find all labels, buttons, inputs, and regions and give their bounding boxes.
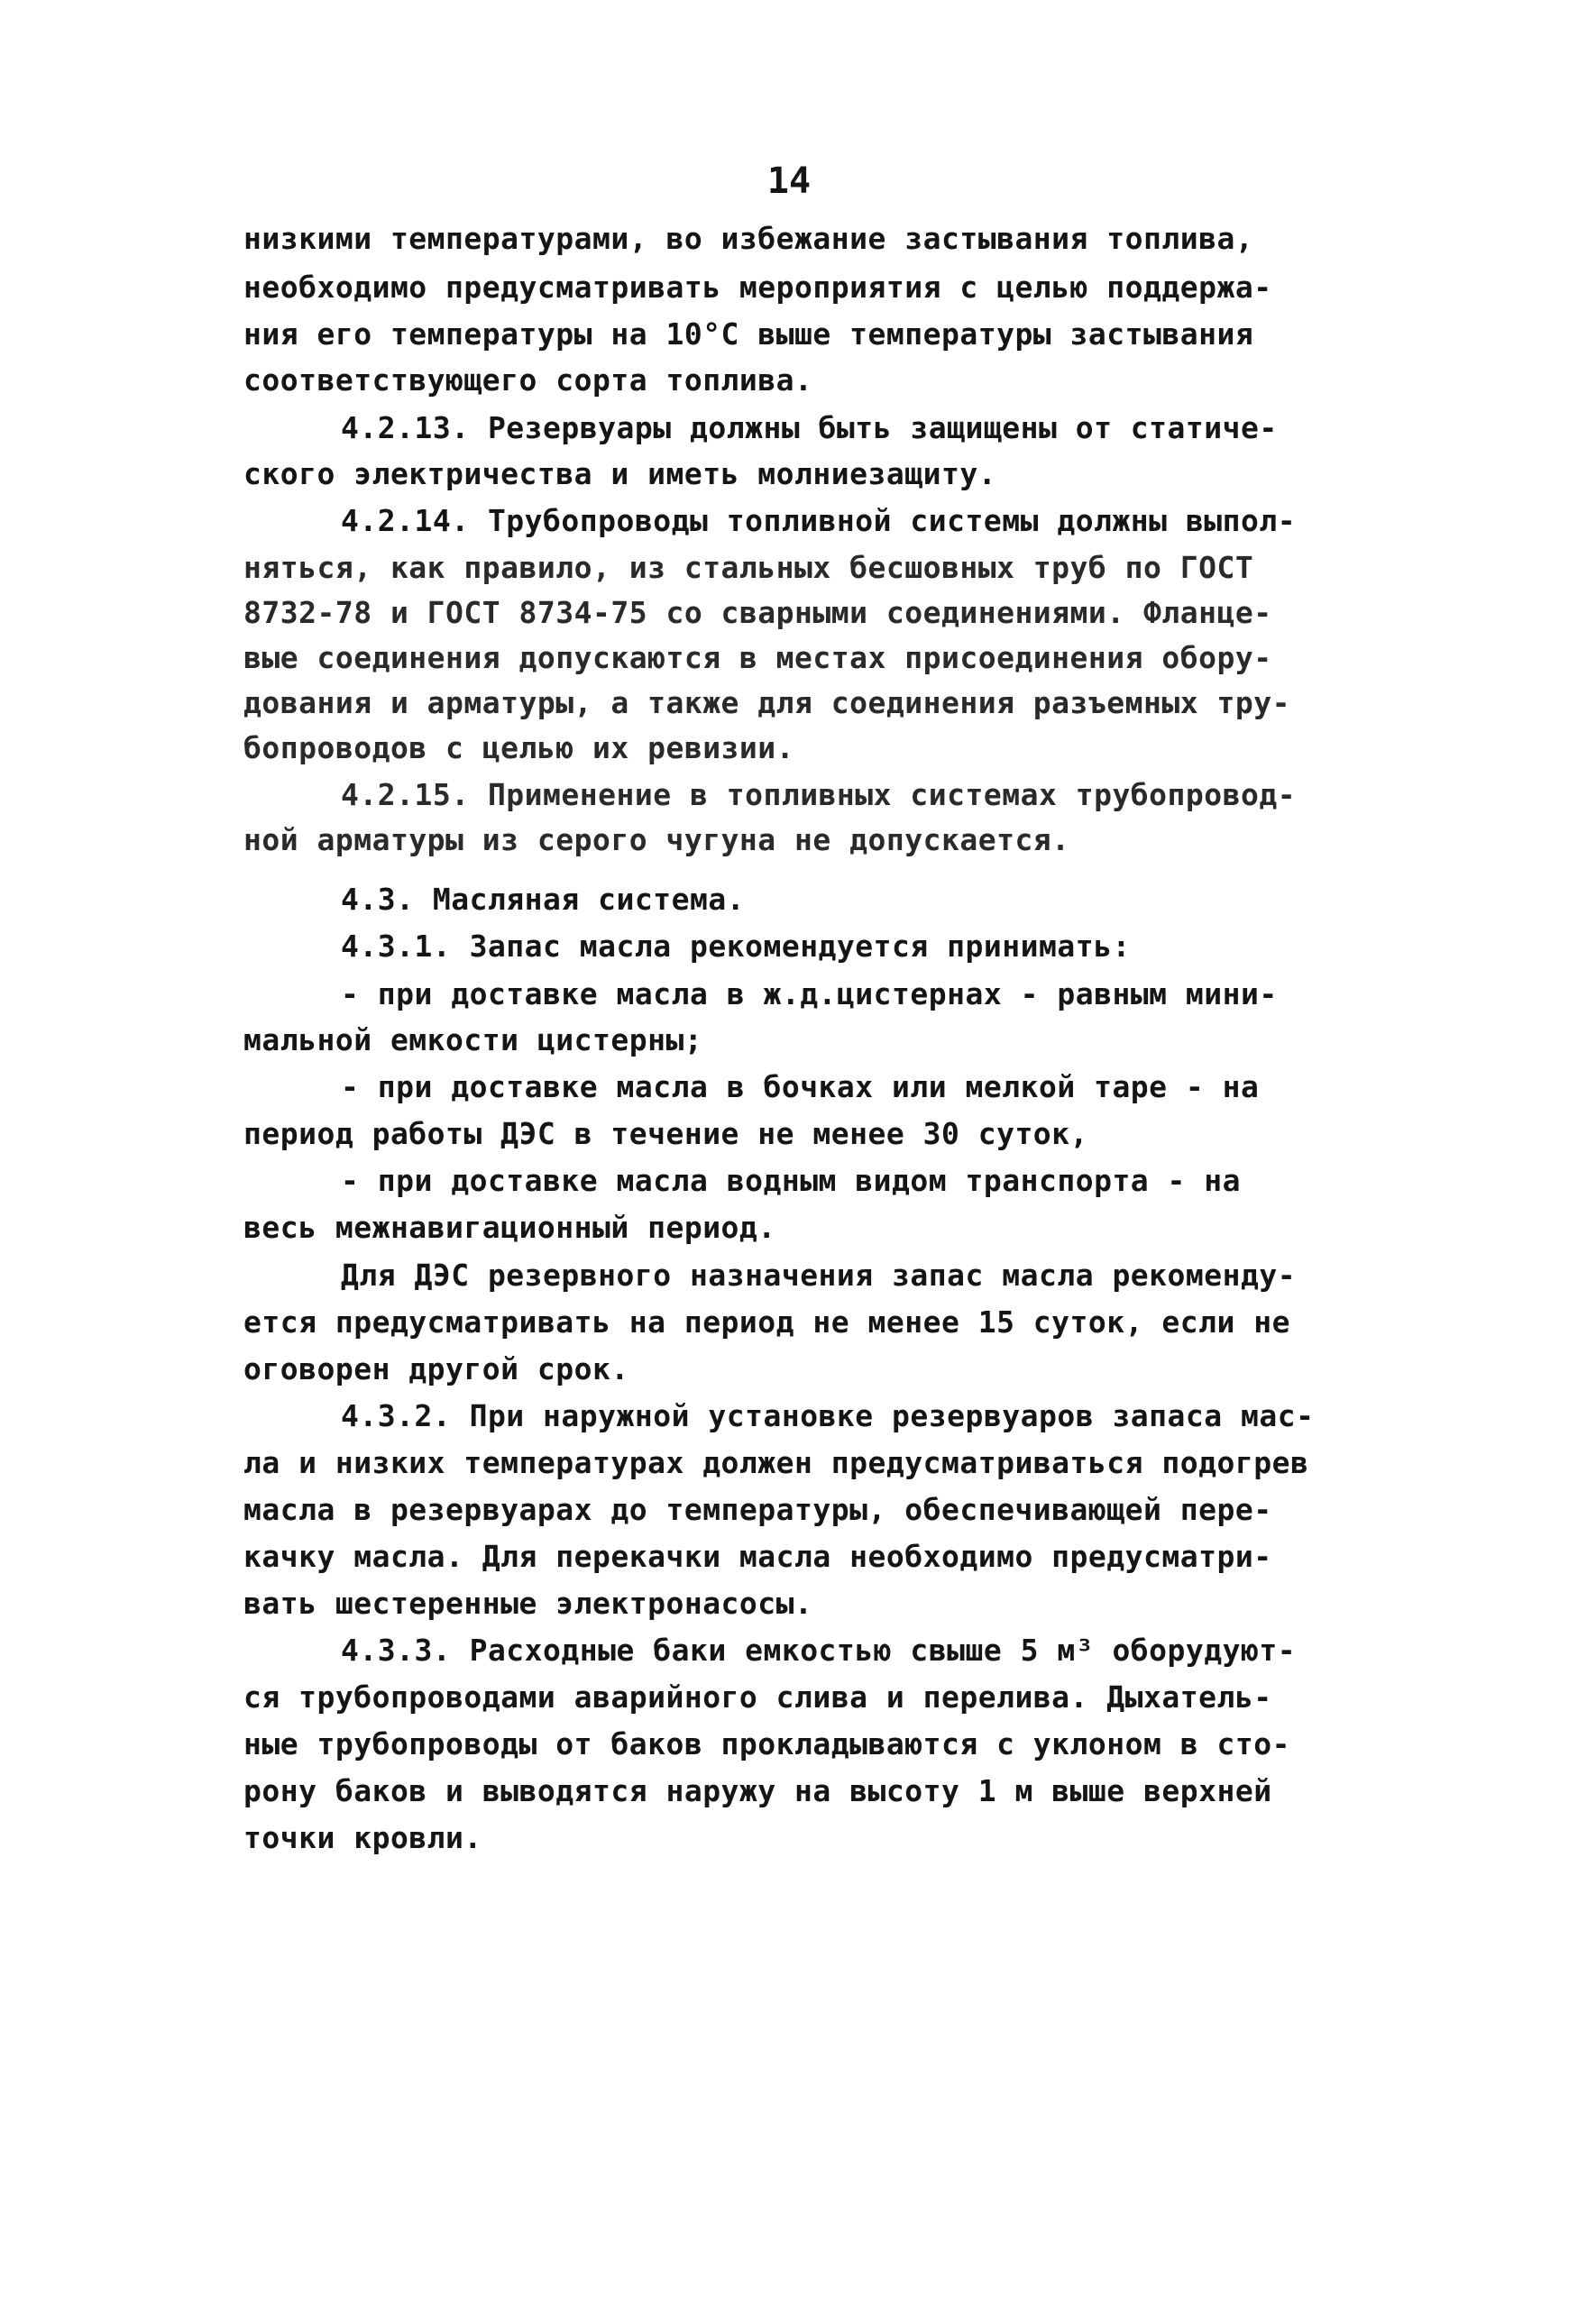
- text-line: период работы ДЭС в течение не менее 30 суток,: [243, 1116, 1088, 1151]
- text-line: ла и низких температурах должен предусматриваться подогрев: [243, 1445, 1309, 1480]
- text-line: ной арматуры из серого чугуна не допускается.: [243, 822, 1070, 857]
- section-4-2-13: 4.2.13. Резервуары должны быть защищены от статиче-: [341, 410, 1278, 445]
- text-line: вать шестеренные электронасосы.: [243, 1586, 813, 1621]
- section-4-2-15: 4.2.15. Применение в топливных системах трубопровод-: [341, 777, 1297, 812]
- text-line: масла в резервуарах до температуры, обеспечивающей пере-: [243, 1492, 1272, 1527]
- text-line: ского электричества и иметь молниезащиту.: [243, 456, 997, 491]
- section-4-3-3: 4.3.3. Расходные баки емкостью свыше 5 м³ оборудуют-: [341, 1633, 1297, 1668]
- section-4-2-14: 4.2.14. Трубопроводы топливной системы должны выпол-: [341, 503, 1297, 538]
- list-item: - при доставке масла водным видом транспорта - на: [341, 1163, 1242, 1198]
- text-line: ные трубопроводы от баков прокладываются с уклоном в сто-: [243, 1726, 1290, 1761]
- section-4-3-2: 4.3.2. При наружной установке резервуаров запаса мас-: [341, 1398, 1315, 1433]
- text-line: необходимо предусматривать мероприятия с целью поддержа-: [243, 270, 1272, 305]
- text-line: соответствующего сорта топлива.: [243, 362, 813, 398]
- paragraph-start: Для ДЭС резервного назначения запас масла рекоменду-: [341, 1258, 1297, 1293]
- text-line: 8732-78 и ГОСТ 8734-75 со сварными соединениями. Фланце-: [243, 595, 1272, 630]
- text-line: вые соединения допускаются в местах присоединения обору-: [243, 640, 1272, 675]
- text-line: низкими температурами, во избежание застывания топлива,: [243, 221, 1254, 256]
- text-line: няться, как правило, из стальных бесшовных труб по ГОСТ: [243, 550, 1254, 585]
- text-line: дования и арматуры, а также для соединения разъемных тру-: [243, 685, 1290, 720]
- text-line: оговорен другой срок.: [243, 1351, 629, 1386]
- section-4-3-1: 4.3.1. Запас масла рекомендуется принимать:: [341, 929, 1131, 964]
- text-line: ется предусматривать на период не менее 15 суток, если не: [243, 1304, 1290, 1340]
- page-number: 14: [766, 160, 812, 202]
- text-line: точки кровли.: [243, 1820, 482, 1855]
- text-line: бопроводов с целью их ревизии.: [243, 730, 795, 765]
- text-line: рону баков и выводятся наружу на высоту 1 м выше верхней: [243, 1773, 1272, 1808]
- text-line: весь межнавигационный период.: [243, 1210, 776, 1245]
- list-item: - при доставке масла в ж.д.цистернах - равным мини-: [341, 976, 1278, 1011]
- text-line: мальной емкости цистерны;: [243, 1022, 703, 1057]
- text-line: ния его температуры на 10°С выше температуры застывания: [243, 316, 1254, 352]
- text-line: качку масла. Для перекачки масла необходимо предусматри-: [243, 1539, 1272, 1574]
- list-item: - при доставке масла в бочках или мелкой таре - на: [341, 1069, 1260, 1104]
- text-line: ся трубопроводами аварийного слива и перелива. Дыхатель-: [243, 1679, 1272, 1715]
- section-heading-4-3: 4.3. Масляная система.: [341, 882, 746, 917]
